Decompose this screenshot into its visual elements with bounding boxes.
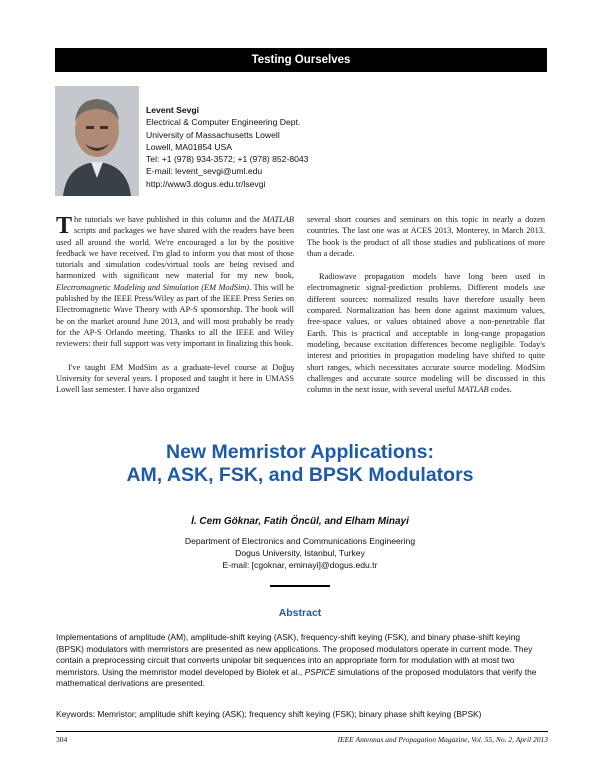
divider — [270, 585, 330, 587]
page-footer — [56, 731, 548, 745]
paragraph — [307, 271, 545, 395]
text-run: PSPICE — [304, 666, 336, 677]
title-line: New Memristor Applications: — [166, 441, 434, 463]
article-title — [40, 441, 560, 487]
text-run: MATLAB — [262, 215, 294, 224]
drop-cap: T — [56, 213, 73, 239]
affiliation-line: Dogus University, Istanbul, Turkey — [235, 548, 365, 558]
text-run: Radiowave propagation models have long been used in electromagnetic signal-prediction problems. Different models use different sources: normalized results have therefore usually been compared. Normalization has been done against maximum values, free-space values, or values obtained above a non-penetrable flat Earth. This is practical and acceptable in long-range propagation modeling, because excitation differences become negligible. Today's interest and priorities in propagation modeling have shifted to quite short ranges, which necessitates accurate source modeling. ModSim challenges and accurate source modeling will be discussed in this column in the next issue, with several useful — [307, 272, 545, 395]
affiliation-email[interactable]: E-mail: [cgoknar, eminayi]@dogus.edu.tr — [222, 560, 378, 570]
section-banner: Testing Ourselves — [55, 48, 547, 72]
paragraph: I've taught EM ModSim as a graduate-level course at Doğuş University for several years. I proposed and taught it here in UMASS Lowell last semester. I have also organized — [56, 362, 294, 395]
text-run: MATLAB — [457, 385, 489, 395]
text-run: codes. — [488, 385, 512, 395]
text-run: . This will be published by the IEEE Press/Wiley as part of the IEEE Press Series on Electromagnetic Wave Theory with AP-S sponsorship. The book will be on the market around June 2013, and will most probably be ready for the AP-S Orlando meeting. Thanks to all the IEEE and Wiley reviewers: their full support was very important in finalizing this book. — [56, 282, 295, 349]
text-run: he tutorials we have published in this column and the — [74, 215, 263, 224]
author-name: Levent Sevgi — [146, 105, 200, 115]
affiliation-line: Department of Electronics and Communications Engineering — [184, 536, 416, 546]
text-run: simulations of the proposed modulators that verify the mathematical derivations are presented. — [56, 666, 537, 688]
column-right — [307, 214, 545, 395]
bio-line: Lowell, MA01854 USA — [146, 141, 232, 152]
bio-line: University of Massachusetts Lowell — [146, 129, 280, 140]
journal-citation: IEEE Antennas and Propagation Magazine, Vol. 55, No. 2, April 2013 — [337, 735, 548, 744]
abstract-text — [56, 632, 548, 690]
book-title: Electromagnetic Modeling and Simulation (EM ModSim) — [56, 282, 250, 292]
article-affiliation — [0, 535, 600, 571]
bio-line: Electrical & Computer Engineering Dept. — [146, 117, 301, 128]
article-authors: İ. Cem Göknar, Fatih Öncül, and Elham Minayi — [191, 516, 409, 527]
abstract-heading: Abstract — [278, 607, 322, 619]
bio-url[interactable]: http://www3.dogus.edu.tr/lsevgi — [146, 178, 266, 189]
page-number: 304 — [56, 735, 68, 744]
column-left — [56, 214, 294, 395]
keywords: Keywords: Memristor; amplitude shift keying (ASK); frequency shift keying (FSK); binary phase shift keying (BPSK) — [56, 709, 482, 719]
text-run: scripts and packages we have shared with the readers have been used all around the world. We're encouraged a lot by the positive feedback we have received. I'm glad to inform you that most of those tutorials and simulation codes/virtual tools are being revised and harmonized with significant new material for my new book, — [56, 226, 294, 281]
bio-email[interactable]: E-mail: levent_sevgi@uml.edu — [146, 166, 263, 177]
author-bio — [146, 104, 308, 190]
title-line: AM, ASK, FSK, and BPSK Modulators — [126, 464, 474, 486]
text-run: Implementations of amplitude (AM), amplitude-shift keying (ASK), frequency-shift keying (FSK), and binary phase-shift keying (BPSK) modulators with memristors are presented as new applications. The proposed modulators operate in current mode. They contain a preprocessing circuit that converts unipolar bit sequences into an appropriate form for modulation with at most two memristors. Using the memristor model developed by Biolek et al., — [56, 632, 533, 677]
paragraph — [56, 214, 294, 350]
bio-line: Tel: +1 (978) 934-3572; +1 (978) 852-8043 — [146, 154, 309, 165]
author-photo — [55, 86, 139, 196]
paragraph: several short courses and seminars on this topic in nearly a dozen countries. The last one was at ACES 2013, Monterey, in March 2013. The book is the product of all those studies and publications of more than a decade. — [307, 215, 545, 258]
